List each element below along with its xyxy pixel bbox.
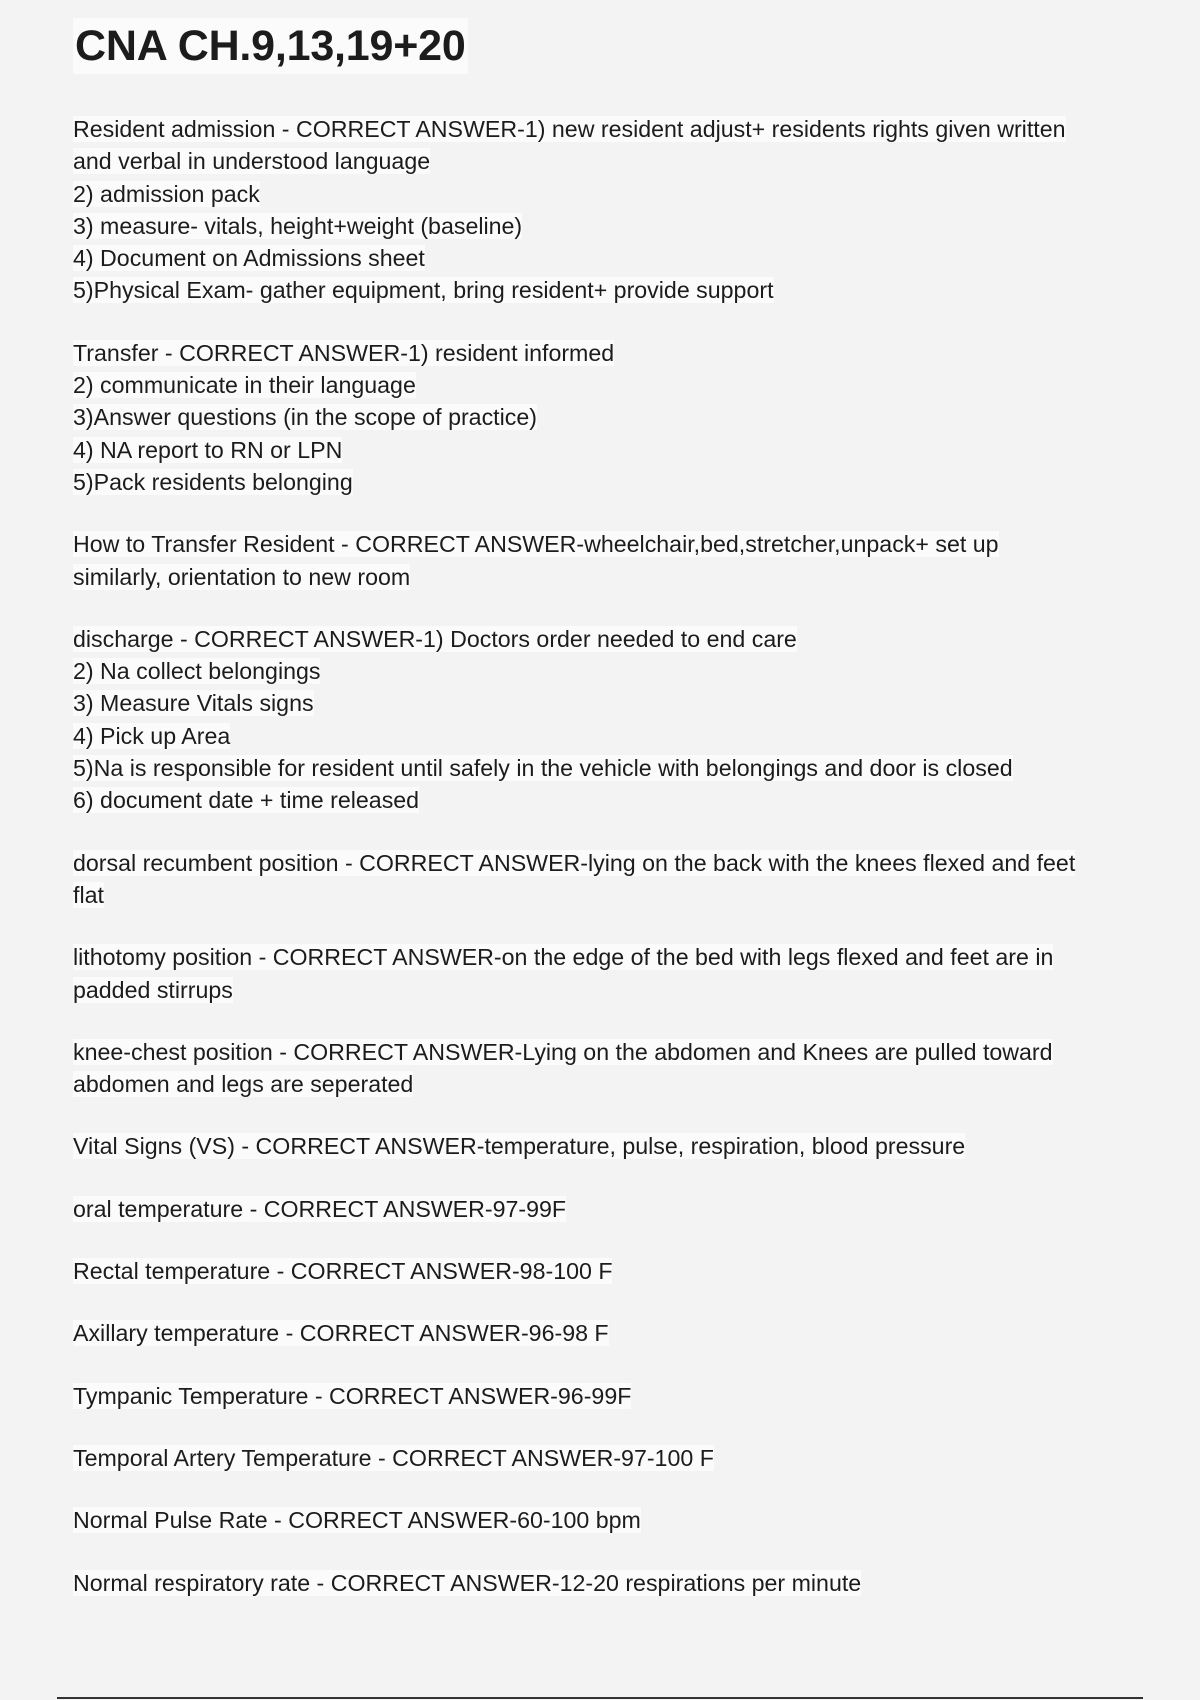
entry-line-text: 5)Pack residents belonging <box>73 468 353 495</box>
flashcard-entry <box>73 941 1133 1006</box>
entry-line <box>73 528 1133 560</box>
document-title: CNA CH.9,13,19+20 <box>73 18 468 74</box>
flashcard-entry <box>73 337 1133 498</box>
entry-line <box>73 561 1133 593</box>
entry-line <box>73 1036 1133 1068</box>
entry-line-text: 2) admission pack <box>73 180 260 207</box>
entry-line-text: oral temperature - CORRECT ANSWER-97-99F <box>73 1195 567 1222</box>
flashcard-entry <box>73 1130 1133 1162</box>
entry-line-text: 4) Document on Admissions sheet <box>73 245 425 272</box>
entry-line <box>73 1504 1133 1536</box>
entry-line <box>73 369 1133 401</box>
flashcard-entry <box>73 847 1133 912</box>
entry-line <box>73 1442 1133 1474</box>
entry-line-text: 3) Measure Vitals signs <box>73 690 314 717</box>
entry-line-text: knee-chest position - CORRECT ANSWER-Lying on the abdomen and Knees are pulled toward <box>73 1038 1053 1065</box>
entry-line <box>73 623 1133 655</box>
entry-line-text: 5)Na is responsible for resident until safely in the vehicle with belongings and door is closed <box>73 755 1013 782</box>
flashcard-entry <box>73 1442 1133 1474</box>
entry-line <box>73 720 1133 752</box>
flashcard-entry <box>73 1255 1133 1287</box>
entry-line-text: 6) document date + time released <box>73 787 420 814</box>
flashcard-entry <box>73 1504 1133 1536</box>
flashcard-entry <box>73 1036 1133 1101</box>
entry-line-text: flat <box>73 881 104 908</box>
entry-line-text: discharge - CORRECT ANSWER-1) Doctors order needed to end care <box>73 625 797 652</box>
entry-line <box>73 210 1133 242</box>
entry-line <box>73 784 1133 816</box>
entry-line-text: 2) communicate in their language <box>73 372 416 399</box>
entry-line-text: 4) Pick up Area <box>73 722 231 749</box>
entry-line <box>73 337 1133 369</box>
entry-line-text: Normal respiratory rate - CORRECT ANSWER-12-20 respirations per minute <box>73 1569 862 1596</box>
flashcard-entry <box>73 528 1133 593</box>
entry-line <box>73 1380 1133 1412</box>
entry-line-text: Rectal temperature - CORRECT ANSWER-98-100 F <box>73 1258 613 1285</box>
entry-line <box>73 752 1133 784</box>
entry-line-text: Vital Signs (VS) - CORRECT ANSWER-temperature, pulse, respiration, blood pressure <box>73 1133 966 1160</box>
entry-line-text: padded stirrups <box>73 976 233 1003</box>
entry-line-text: dorsal recumbent position - CORRECT ANSWER-lying on the back with the knees flexed and feet <box>73 849 1076 876</box>
page-bottom-rule <box>57 1697 1143 1699</box>
flashcard-entry <box>73 1567 1133 1599</box>
entry-line <box>73 178 1133 210</box>
entry-line <box>73 466 1133 498</box>
entry-line <box>73 1567 1133 1599</box>
flashcard-entry <box>73 1193 1133 1225</box>
entry-line-text: Temporal Artery Temperature - CORRECT ANSWER-97-100 F <box>73 1444 714 1471</box>
flashcard-entry <box>73 623 1133 817</box>
flashcard-entry <box>73 113 1133 307</box>
entry-line <box>73 274 1133 306</box>
entry-line <box>73 434 1133 466</box>
flashcard-entry <box>73 1317 1133 1349</box>
entry-line-text: 3)Answer questions (in the scope of practice) <box>73 404 537 431</box>
entry-line <box>73 974 1133 1006</box>
entry-line <box>73 1193 1133 1225</box>
entry-line <box>73 847 1133 879</box>
flashcard-entry <box>73 1380 1133 1412</box>
entry-line-text: Tympanic Temperature - CORRECT ANSWER-96-99F <box>73 1382 632 1409</box>
entry-line <box>73 941 1133 973</box>
entry-line-text: Resident admission - CORRECT ANSWER-1) new resident adjust+ residents rights given written <box>73 116 1066 142</box>
entry-line <box>73 879 1133 911</box>
entry-line <box>73 1130 1133 1162</box>
entry-line <box>73 113 1133 145</box>
flashcard-list <box>73 113 1133 1629</box>
entry-line-text: similarly, orientation to new room <box>73 563 411 590</box>
entry-line-text: 5)Physical Exam- gather equipment, bring resident+ provide support <box>73 277 774 304</box>
entry-line <box>73 1255 1133 1287</box>
entry-line-text: 4) NA report to RN or LPN <box>73 436 343 463</box>
entry-line-text: lithotomy position - CORRECT ANSWER-on the edge of the bed with legs flexed and feet are in <box>73 944 1054 971</box>
entry-line-text: and verbal in understood language <box>73 148 431 175</box>
entry-line-text: Normal Pulse Rate - CORRECT ANSWER-60-100 bpm <box>73 1507 641 1534</box>
entry-line <box>73 655 1133 687</box>
entry-line-text: 3) measure- vitals, height+weight (baseline) <box>73 212 523 239</box>
entry-line-text: How to Transfer Resident - CORRECT ANSWER-wheelchair,bed,stretcher,unpack+ set up <box>73 531 999 558</box>
entry-line <box>73 687 1133 719</box>
entry-line-text: Axillary temperature - CORRECT ANSWER-96-98 F <box>73 1320 609 1347</box>
entry-line <box>73 242 1133 274</box>
entry-line <box>73 1317 1133 1349</box>
entry-line-text: Transfer - CORRECT ANSWER-1) resident informed <box>73 339 615 366</box>
entry-line-text: 2) Na collect belongings <box>73 658 321 685</box>
entry-line <box>73 401 1133 433</box>
entry-line-text: abdomen and legs are seperated <box>73 1071 414 1098</box>
entry-line <box>73 1068 1133 1100</box>
entry-line <box>73 145 1133 177</box>
